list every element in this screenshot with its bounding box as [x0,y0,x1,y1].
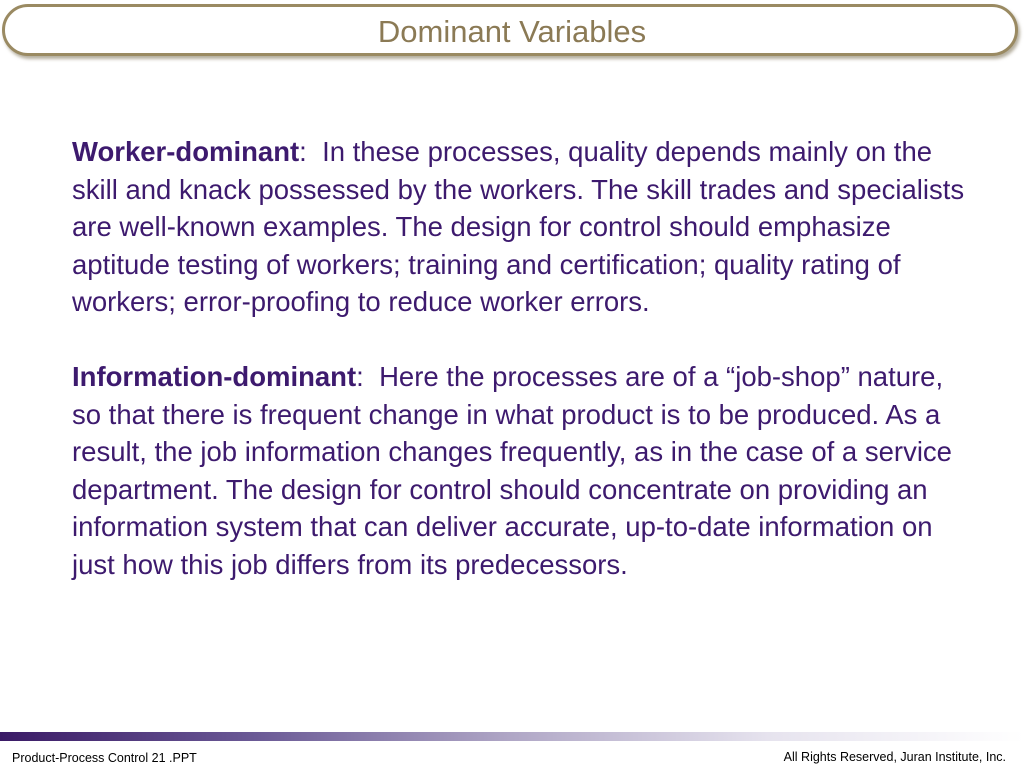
slide-content [72,133,972,583]
footer-copyright: All Rights Reserved, Juran Institute, Inc. [783,750,1006,764]
paragraph-information-dominant [72,358,972,583]
term-worker-dominant: Worker-dominant [72,136,300,167]
footer-filename: Product-Process Control 21 .PPT [12,751,197,765]
paragraph-worker-dominant [72,133,972,321]
slide-title: Dominant Variables [377,14,647,49]
paragraph-body: In these processes, quality depends mainly on the skill and knack possessed by the workers. The skill trades and specialists are well-known examples. The design for control should emphasize aptitude testing of workers; training and certification; quality rating of workers; error-proofing to reduce worker errors. [72,136,965,317]
paragraph-body: Here the processes are of a “job-shop” nature, so that there is frequent change in what product is to be produced. As a result, the job information changes frequently, as in the case of a service department. The design for control should concentrate on providing an information system that can deliver accurate, up-to-date information on just how this job differs from its predecessors. [72,361,952,580]
footer-gradient-bar [0,732,1024,741]
term-separator: : [299,136,323,167]
term-separator: : [356,361,380,392]
term-information-dominant: Information-dominant [72,361,357,392]
